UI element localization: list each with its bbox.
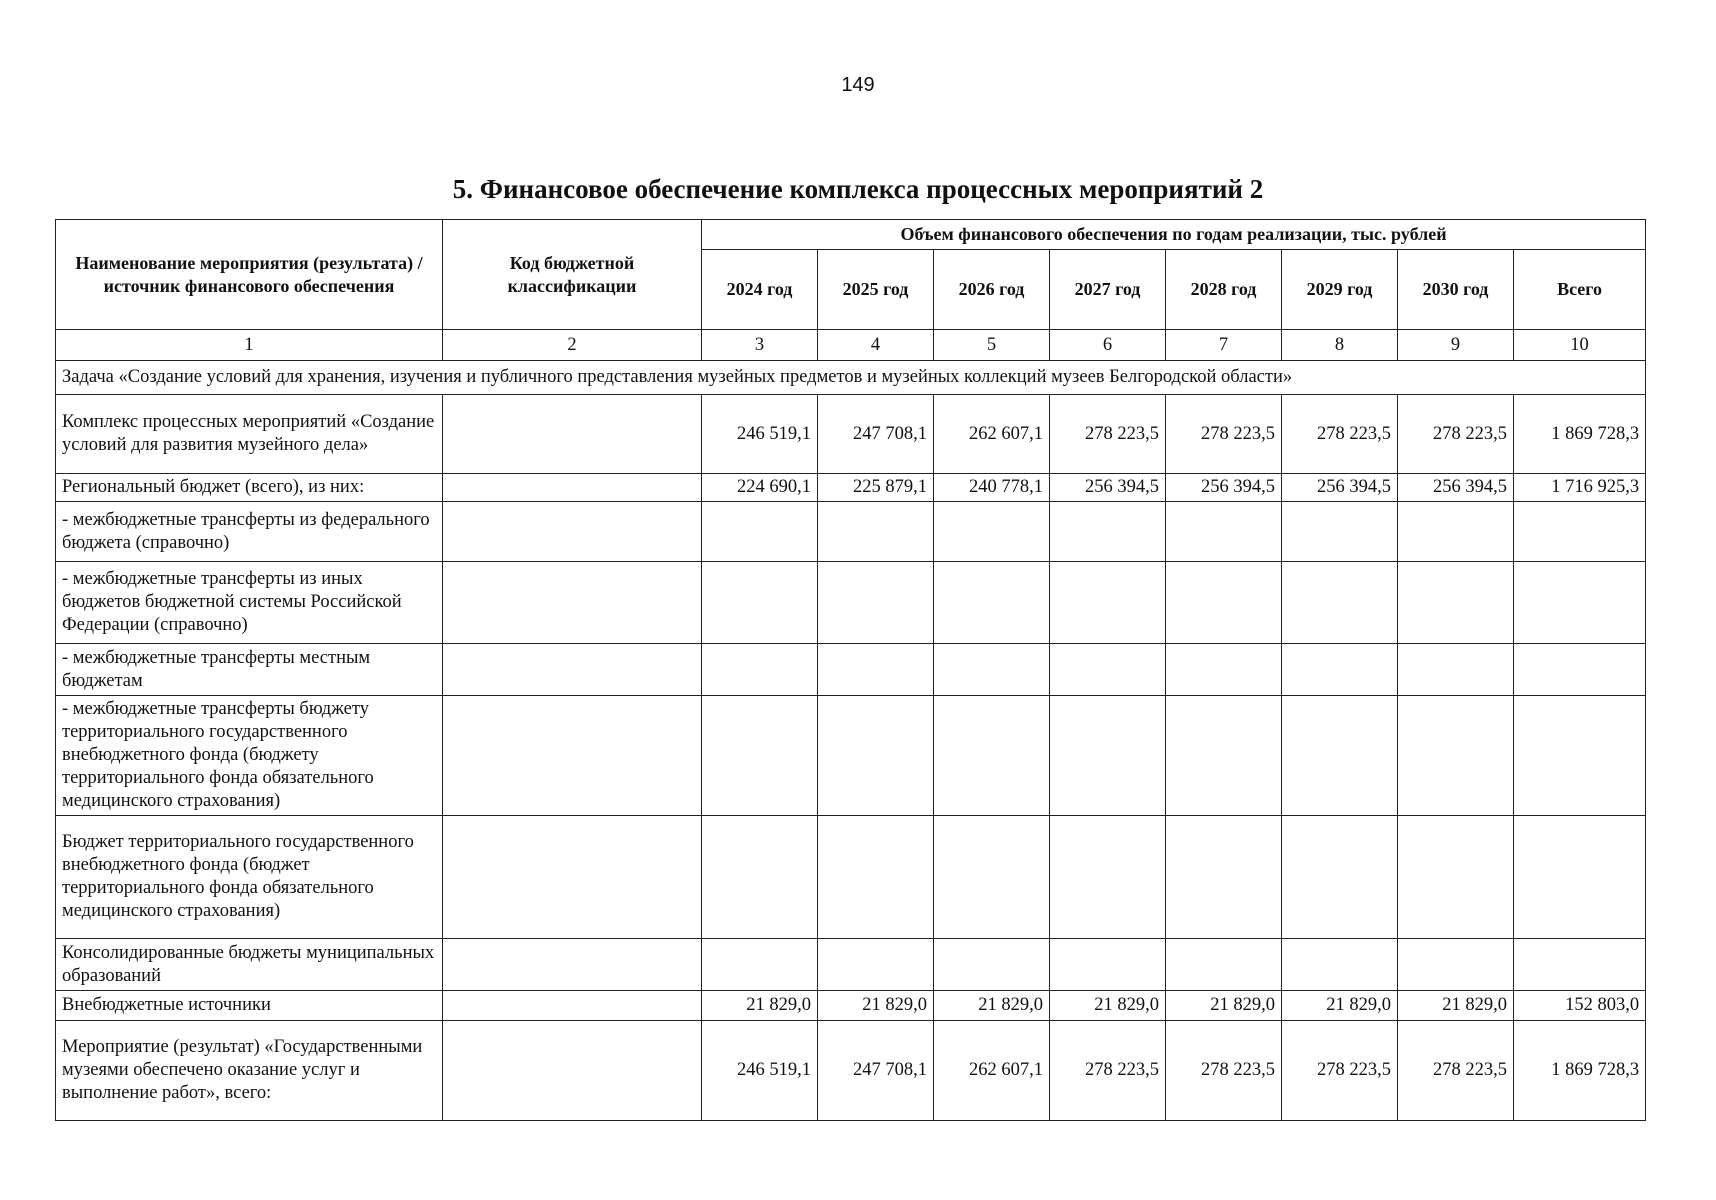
row-value: 21 829,0 [934,991,1050,1021]
row-value [1166,502,1282,562]
row-code [443,1021,702,1121]
row-value: 278 223,5 [1398,395,1514,474]
row-code [443,939,702,991]
row-name: Внебюджетные источники [56,991,443,1021]
row-total [1514,939,1646,991]
row-value: 247 708,1 [818,1021,934,1121]
row-value [702,562,818,644]
row-value [1398,696,1514,816]
row-value [1050,502,1166,562]
row-value [934,644,1050,696]
financing-table [55,219,1646,1121]
row-value: 256 394,5 [1050,474,1166,502]
row-value: 256 394,5 [1398,474,1514,502]
index-cell: 5 [934,330,1050,361]
header-year: 2025 год [818,250,934,330]
row-value: 246 519,1 [702,1021,818,1121]
row-value: 256 394,5 [1282,474,1398,502]
header-year: 2028 год [1166,250,1282,330]
row-value [1398,816,1514,939]
row-value [934,816,1050,939]
row-value [1050,696,1166,816]
row-name: - межбюджетные трансферты местным бюджетам [56,644,443,696]
row-value [934,502,1050,562]
row-value: 278 223,5 [1166,395,1282,474]
row-value [818,816,934,939]
table-row [56,696,1646,816]
row-value: 262 607,1 [934,395,1050,474]
row-value [702,502,818,562]
header-name: Наименование мероприятия (результата) / источник финансового обеспечения [56,220,443,330]
row-value [1050,816,1166,939]
header-year: 2030 год [1398,250,1514,330]
row-total [1514,502,1646,562]
row-code [443,502,702,562]
header-code: Код бюджетной классификации [443,220,702,330]
row-value: 225 879,1 [818,474,934,502]
row-code [443,991,702,1021]
row-value [1282,816,1398,939]
row-total: 1 869 728,3 [1514,395,1646,474]
page-number: 149 [841,74,875,96]
row-value: 278 223,5 [1282,395,1398,474]
row-value [1282,562,1398,644]
index-cell: 9 [1398,330,1514,361]
row-value [1282,939,1398,991]
header-year: 2029 год [1282,250,1398,330]
row-value [1166,696,1282,816]
row-name: - межбюджетные трансферты из иных бюджетов бюджетной системы Российской Федерации (справочно) [56,562,443,644]
page-title: 5. Финансовое обеспечение комплекса процессных мероприятий 2 [452,174,1264,204]
row-value [818,562,934,644]
row-value: 246 519,1 [702,395,818,474]
row-name: Региональный бюджет (всего), из них: [56,474,443,502]
row-total [1514,562,1646,644]
row-value: 247 708,1 [818,395,934,474]
header-year: 2024 год [702,250,818,330]
row-value: 21 829,0 [702,991,818,1021]
row-value [1166,816,1282,939]
row-value: 224 690,1 [702,474,818,502]
row-code [443,562,702,644]
row-value [1282,644,1398,696]
row-value [1398,939,1514,991]
row-total: 1 869 728,3 [1514,1021,1646,1121]
row-value [1166,562,1282,644]
row-value [818,939,934,991]
row-value [1050,644,1166,696]
row-name: Комплекс процессных мероприятий «Создание условий для развития музейного дела» [56,395,443,474]
header-total: Всего [1514,250,1646,330]
header-year: 2026 год [934,250,1050,330]
row-value: 21 829,0 [1166,991,1282,1021]
row-total: 1 716 925,3 [1514,474,1646,502]
table-row [56,1021,1646,1121]
row-value: 278 223,5 [1282,1021,1398,1121]
index-cell: 6 [1050,330,1166,361]
row-value: 278 223,5 [1398,1021,1514,1121]
index-cell: 10 [1514,330,1646,361]
header-volume: Объем финансового обеспечения по годам реализации, тыс. рублей [702,220,1646,250]
table-row [56,562,1646,644]
row-value: 262 607,1 [934,1021,1050,1121]
row-code [443,696,702,816]
row-value [818,644,934,696]
index-cell: 3 [702,330,818,361]
row-value [1398,502,1514,562]
row-value [934,696,1050,816]
row-value: 21 829,0 [818,991,934,1021]
row-total: 152 803,0 [1514,991,1646,1021]
row-code [443,816,702,939]
row-value [1050,562,1166,644]
index-cell: 8 [1282,330,1398,361]
index-cell: 4 [818,330,934,361]
row-code [443,395,702,474]
row-value [1166,644,1282,696]
row-value: 278 223,5 [1166,1021,1282,1121]
row-value [702,939,818,991]
table-row [56,395,1646,474]
header-year: 2027 год [1050,250,1166,330]
row-value: 21 829,0 [1282,991,1398,1021]
row-name: - межбюджетные трансферты из федерального бюджета (справочно) [56,502,443,562]
row-value [934,939,1050,991]
table-row [56,939,1646,991]
row-total [1514,644,1646,696]
row-value [1398,644,1514,696]
row-value [1166,939,1282,991]
row-value [702,816,818,939]
row-value [1282,502,1398,562]
row-value: 21 829,0 [1050,991,1166,1021]
row-code [443,644,702,696]
row-value: 256 394,5 [1166,474,1282,502]
row-value: 21 829,0 [1398,991,1514,1021]
index-cell: 2 [443,330,702,361]
table-row [56,502,1646,562]
row-total [1514,816,1646,939]
table-row [56,991,1646,1021]
row-value [1398,562,1514,644]
table-row [56,474,1646,502]
row-code [443,474,702,502]
row-value [702,644,818,696]
index-cell: 1 [56,330,443,361]
row-value [1282,696,1398,816]
row-value [818,502,934,562]
row-value: 240 778,1 [934,474,1050,502]
row-value: 278 223,5 [1050,1021,1166,1121]
row-value: 278 223,5 [1050,395,1166,474]
row-value [818,696,934,816]
index-cell: 7 [1166,330,1282,361]
table-row [56,816,1646,939]
table-row [56,644,1646,696]
row-value [702,696,818,816]
row-name: Консолидированные бюджеты муниципальных образований [56,939,443,991]
row-name: Мероприятие (результат) «Государственными музеями обеспечено оказание услуг и выполнение работ», всего: [56,1021,443,1121]
row-total [1514,696,1646,816]
task-row: Задача «Создание условий для хранения, изучения и публичного представления музейных предметов и музейных коллекций музеев Белгородской области» [56,361,1646,395]
row-value [934,562,1050,644]
row-name: - межбюджетные трансферты бюджету территориального государственного внебюджетного фонда (бюджету территориального фонда обязательного медицинского страхования) [56,696,443,816]
row-name: Бюджет территориального государственного внебюджетного фонда (бюджет территориального фонда обязательного медицинского страхования) [56,816,443,939]
row-value [1050,939,1166,991]
